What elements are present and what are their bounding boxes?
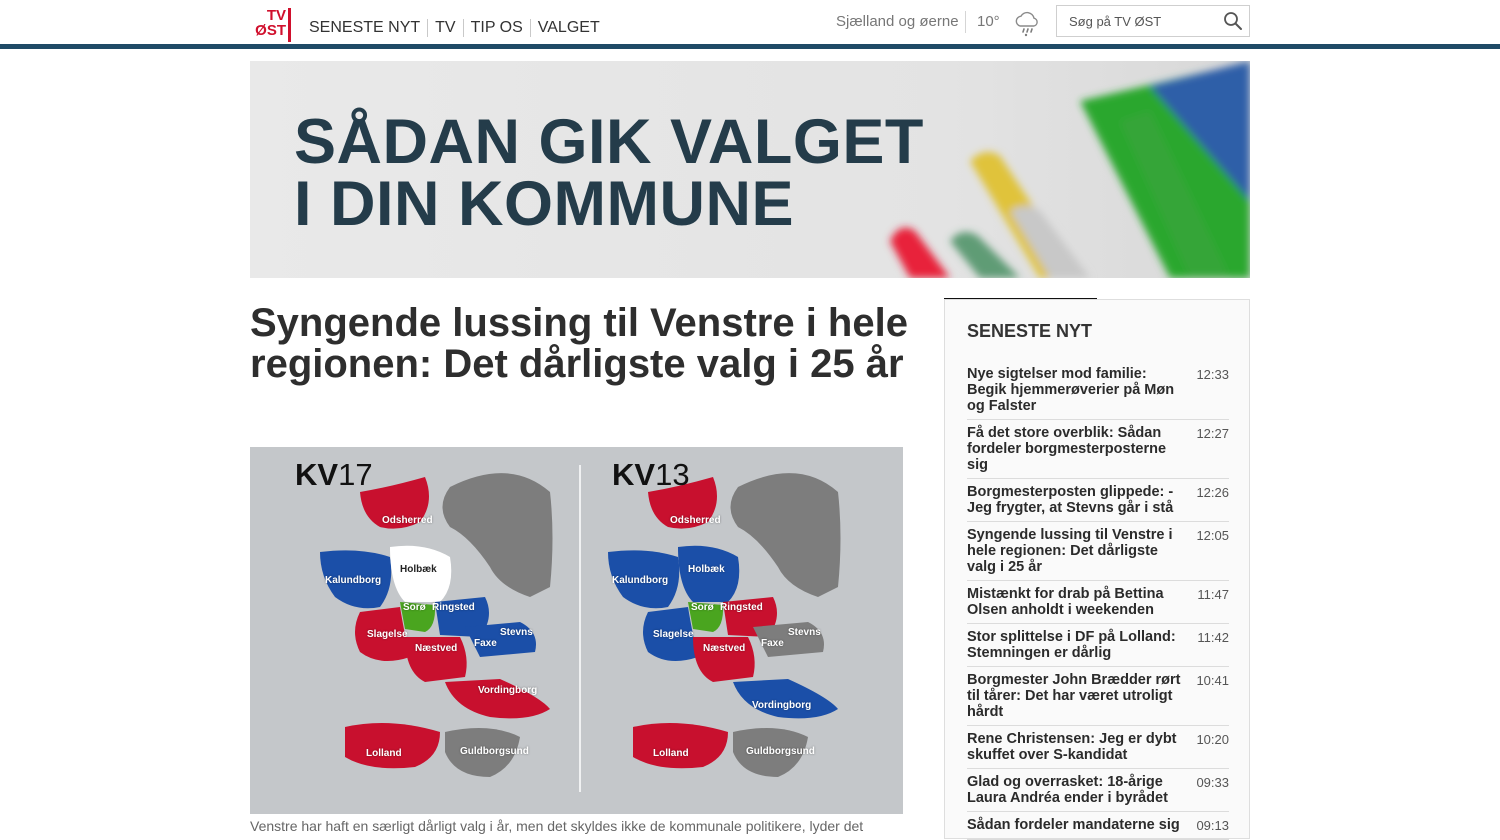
top-bar [0,0,1500,46]
map-label-ringsted: Ringsted [432,602,475,613]
map-label-faxe: Faxe [474,638,497,649]
map-label-stevns: Stevns [500,627,533,638]
banner-title-line-1: SÅDAN GIK VALGET [294,107,924,177]
news-item[interactable] [967,522,1229,581]
news-title: Glad og overrasket: 18-årige Laura Andréa ender i byrådet [967,774,1168,806]
article-headline: Syngende lussing til Venstre i hele regionen: Det dårligste valg i 25 år [250,301,908,386]
nav-valget[interactable]: VALGET [530,19,607,37]
map-label-naestved-kv13: Næstved [703,643,746,654]
news-title: Borgmester John Brædder rørt til tårer: Det har været utroligt hårdt [967,672,1181,720]
tv-ost-logo[interactable] [250,8,292,42]
map-label-kv17: KV17 [295,457,373,492]
news-item[interactable] [967,726,1229,769]
news-title: Få det store overblik: Sådan fordeler borgmesterposterne sig [967,425,1167,473]
map-label-faxe-kv13: Faxe [761,638,784,649]
news-time: 11:47 [1197,587,1229,602]
news-item[interactable] [967,812,1229,840]
map-label-slagelse-kv13: Slagelse [653,629,694,640]
logo-text [250,8,286,38]
nav-tip-os[interactable]: TIP OS [463,19,530,37]
logo-line-1: TV [266,7,286,24]
divider [965,11,966,33]
map-label-kalundborg-kv13: Kalundborg [612,575,669,586]
nav-seneste-nyt[interactable]: SENESTE NYT [309,19,421,36]
article-lede: Venstre har haft en særligt dårligt valg i år, men det skyldes ikke de kommunale politikere, lyder det [250,818,864,834]
news-title: Borgmesterposten glippede: - Jeg frygter, at Stevns går i stå [967,484,1174,516]
news-title: Stor splittelse i DF på Lolland: Stemningen er dårlig [967,629,1176,661]
map-label-kv13: KV13 [612,457,690,492]
news-title: Rene Christensen: Jeg er dybt skuffet over S-kandidat [967,731,1177,763]
map-label-vordingborg: Vordingborg [478,685,538,696]
logo-bar [288,8,291,42]
news-time: 11:42 [1197,630,1229,645]
news-item[interactable] [967,667,1229,726]
map-label-odsherred: Odsherred [382,515,433,526]
map-label-lolland-kv13: Lolland [653,748,689,759]
rain-cloud-icon [1012,8,1042,38]
news-item[interactable] [967,581,1229,624]
sidebar-title: SENESTE NYT [967,321,1093,341]
news-time: 12:33 [1196,367,1229,382]
search-input[interactable] [1057,6,1217,36]
election-map-image[interactable] [250,447,903,814]
map-label-lolland: Lolland [366,748,402,759]
map-label-holbaek-kv13: Holbæk [688,564,725,575]
map-label-soro-kv13: Sorø [691,602,714,613]
news-time: 09:13 [1196,818,1229,833]
news-item[interactable] [967,479,1229,522]
map-label-ringsted-kv13: Ringsted [720,602,763,613]
news-time: 09:33 [1196,775,1229,790]
map-label-holbaek: Holbæk [400,564,437,575]
map-label-naestved: Næstved [415,643,458,654]
news-time: 10:41 [1196,673,1229,688]
logo-line-2: ØST [255,22,286,39]
news-time: 12:05 [1196,528,1229,543]
news-item[interactable] [967,361,1229,420]
nav-tv[interactable]: TV [427,19,462,37]
news-title: Mistænkt for drab på Bettina Olsen anholdt i weekenden [967,586,1164,618]
news-title: Nye sigtelser mod familie: Begik hjemmerøverier på Møn og Falster [967,366,1175,414]
map-label-stevns-kv13: Stevns [788,627,821,638]
search-box [1056,5,1250,37]
search-icon[interactable] [1223,11,1243,31]
map-label-odsherred-kv13: Odsherred [670,515,721,526]
news-time: 12:27 [1196,426,1229,441]
news-time: 10:20 [1196,732,1229,747]
news-item[interactable] [967,420,1229,479]
main-nav [302,19,607,37]
latest-news-list [967,361,1229,840]
election-banner[interactable] [250,61,1250,278]
map-label-kalundborg: Kalundborg [325,575,382,586]
news-item[interactable] [967,624,1229,667]
map-label-vordingborg-kv13: Vordingborg [752,700,812,711]
latest-news-sidebar [944,299,1250,839]
news-time: 12:26 [1196,485,1229,500]
map-label-slagelse: Slagelse [367,629,408,640]
temperature: 10° [977,13,1000,30]
news-title: Sådan fordeler mandaterne sig [967,817,1180,833]
banner-title-line-2: I DIN KOMMUNE [294,169,794,239]
map-label-soro: Sorø [403,602,426,613]
news-title: Syngende lussing til Venstre i hele regionen: Det dårligste valg i 25 år [967,527,1173,575]
region-selector[interactable]: Sjælland og øerne [836,13,959,30]
map-label-guldborgsund: Guldborgsund [460,746,529,757]
map-label-guldborgsund-kv13: Guldborgsund [746,746,815,757]
header-underline [0,44,1500,49]
news-item[interactable] [967,769,1229,812]
